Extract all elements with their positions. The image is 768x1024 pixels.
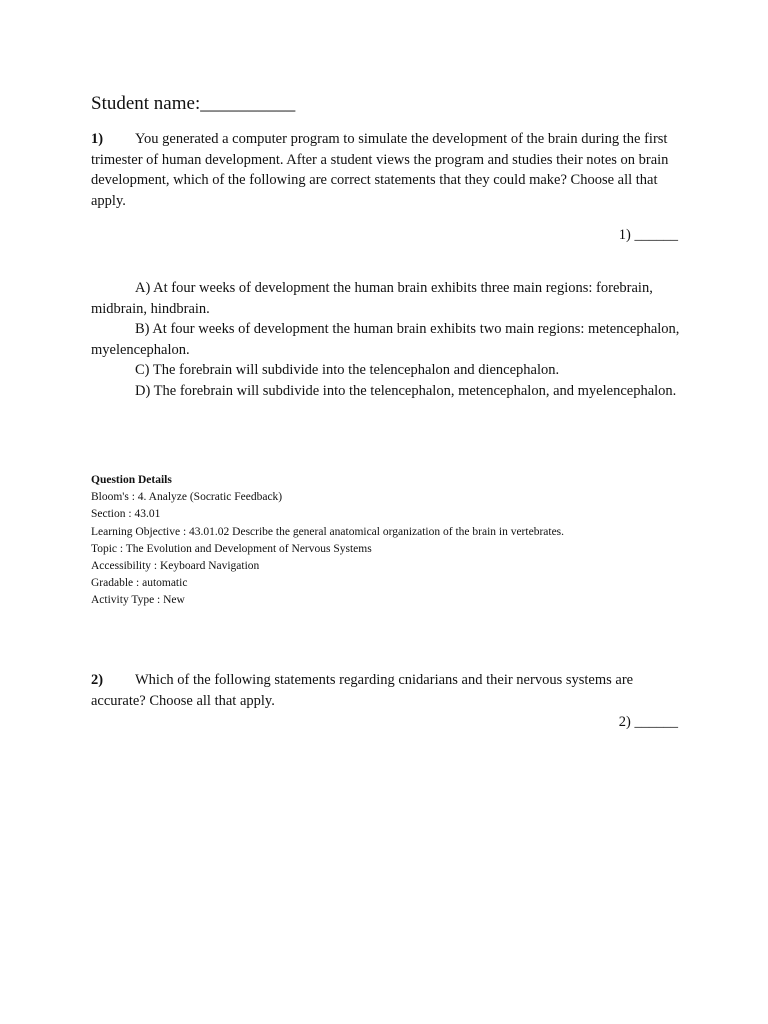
- details-learning-objective: Learning Objective : 43.01.02 Describe the general anatomical organization of the brain in vertebrates.: [91, 525, 565, 538]
- choice-d: D) The forebrain will subdivide into the telencephalon, metencephalon, and myelencephalon.: [135, 382, 677, 399]
- details-blooms: Bloom's : 4. Analyze (Socratic Feedback): [91, 491, 283, 504]
- details-activity-type: Activity Type : New: [91, 594, 185, 607]
- choice-a: A) At four weeks of development the human brain exhibits three main regions: forebrain, midbrain, hindbrain.: [91, 280, 653, 317]
- choice-b: B) At four weeks of development the human brain exhibits two main regions: metencephalon, myelencephalon.: [91, 321, 680, 358]
- question-2: [91, 670, 681, 711]
- question-1: [91, 129, 681, 211]
- question-number: 1): [91, 131, 104, 147]
- details-topic: Topic : The Evolution and Development of Nervous Systems: [91, 542, 372, 555]
- details-heading: Question Details: [91, 474, 172, 486]
- question-details: [91, 472, 564, 610]
- choice-c: C) The forebrain will subdivide into the telencephalon and diencephalon.: [135, 362, 560, 379]
- question-number: 2): [91, 672, 104, 688]
- question-text: Which of the following statements regarding cnidarians and their nervous systems are accurate? Choose all that apply.: [91, 672, 634, 709]
- details-section: Section : 43.01: [91, 508, 161, 521]
- answer-blank-2: 2) ______: [618, 714, 678, 730]
- details-accessibility: Accessibility : Keyboard Navigation: [91, 560, 260, 573]
- choices-list: [91, 278, 681, 402]
- question-text: You generated a computer program to simulate the development of the brain during the first trimester of human development. After a student views the program and studies their notes on brain development, which of the following are correct statements that they could make? Choose all that apply.: [91, 131, 669, 209]
- student-name-field: Student name:__________: [91, 93, 296, 114]
- details-gradable: Gradable : automatic: [91, 577, 188, 590]
- answer-blank-1: 1) ______: [618, 227, 678, 243]
